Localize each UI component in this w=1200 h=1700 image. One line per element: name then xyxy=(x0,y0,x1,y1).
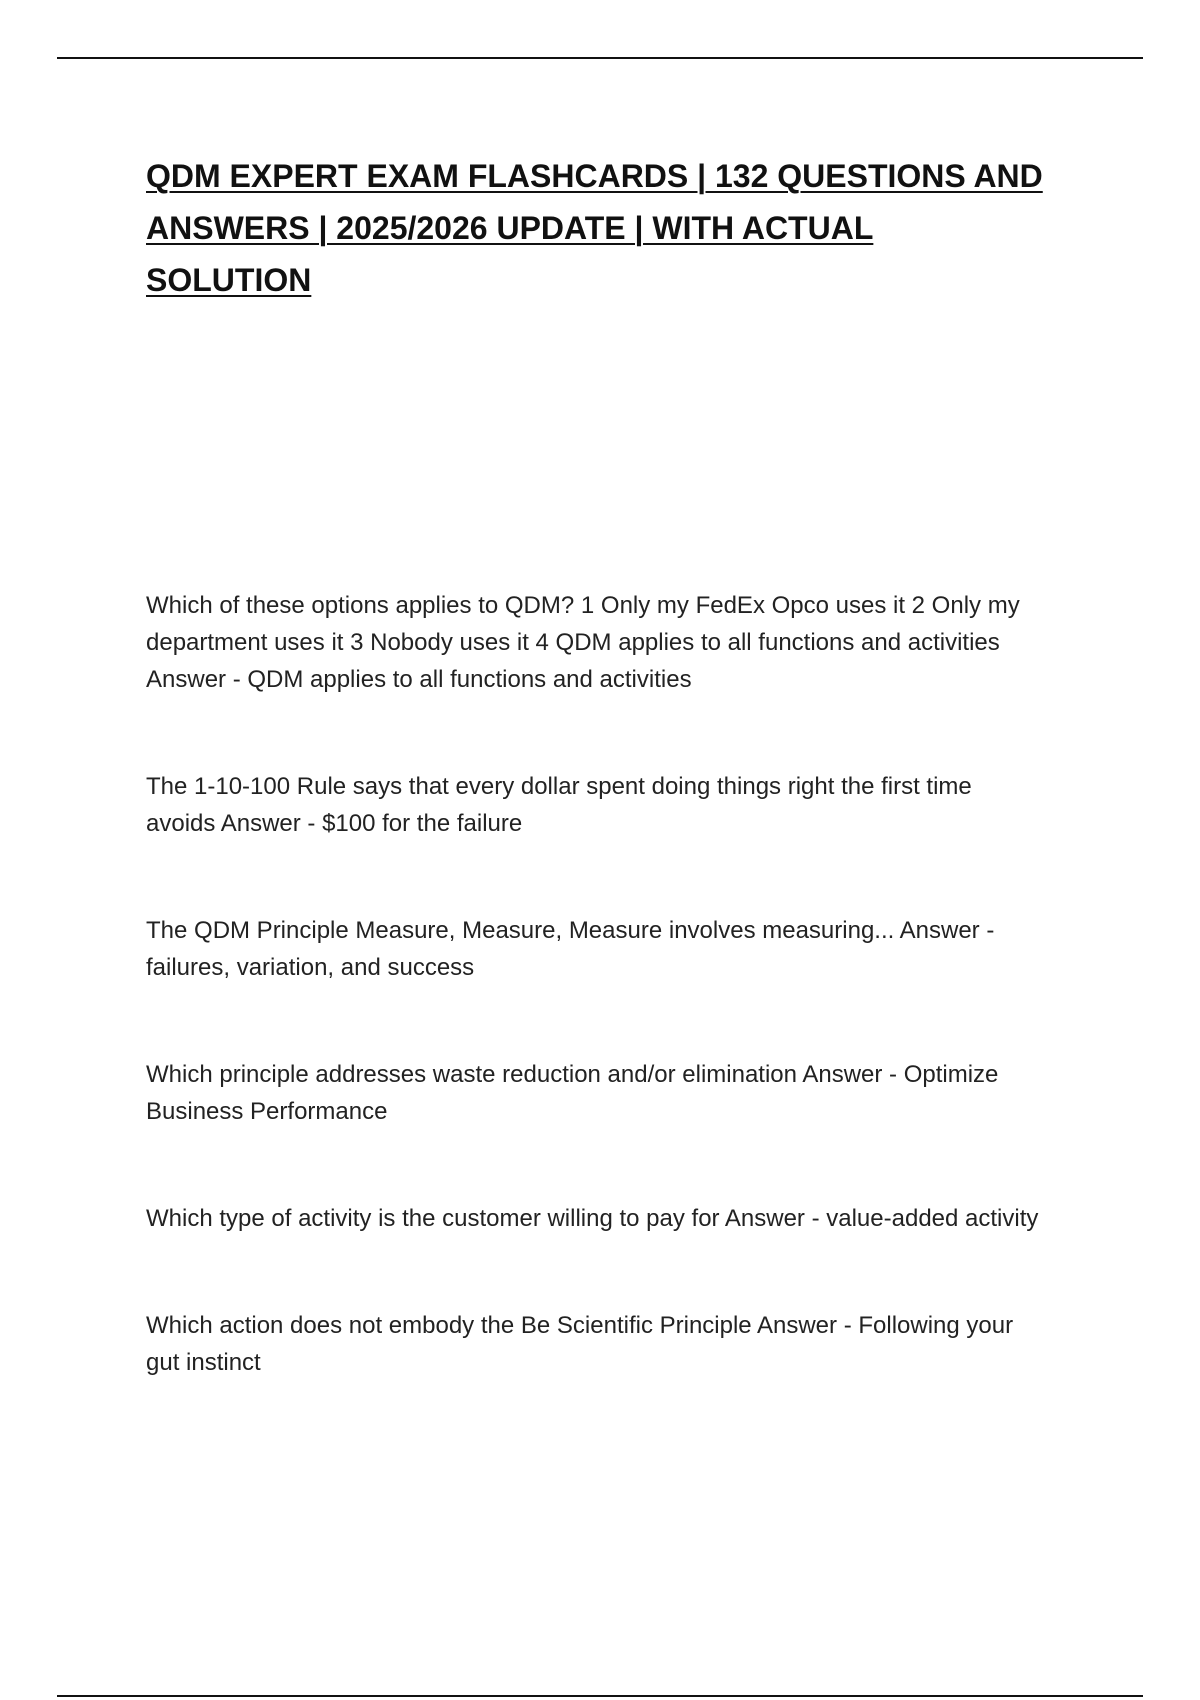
document-title: QDM EXPERT EXAM FLASHCARDS | 132 QUESTIONS AND ANSWERS | 2025/2026 UPDATE | WITH ACTUAL SOLUTION xyxy=(146,158,1043,298)
flashcard-item: Which type of activity is the customer willing to pay for Answer - value-added activity xyxy=(146,1205,1039,1232)
header-rule xyxy=(57,57,1143,59)
flashcard-item: Which principle addresses waste reduction and/or elimination Answer - Optimize Business Performance xyxy=(146,1061,999,1125)
flashcard-item: The QDM Principle Measure, Measure, Measure involves measuring... Answer - failures, variation, and success xyxy=(146,917,995,981)
flashcard-item: Which action does not embody the Be Scientific Principle Answer - Following your gut instinct xyxy=(146,1312,1014,1376)
flashcard-list xyxy=(146,587,1046,1381)
document-header xyxy=(146,150,1046,306)
flashcard-item: Which of these options applies to QDM? 1 Only my FedEx Opco uses it 2 Only my department uses it 3 Nobody uses it 4 QDM applies to all functions and activities Answer - QDM applies to all functions and activities xyxy=(146,592,1020,693)
footer-rule xyxy=(57,1695,1143,1697)
flashcard-item: The 1-10-100 Rule says that every dollar spent doing things right the first time avoids Answer - $100 for the failure xyxy=(146,773,972,837)
